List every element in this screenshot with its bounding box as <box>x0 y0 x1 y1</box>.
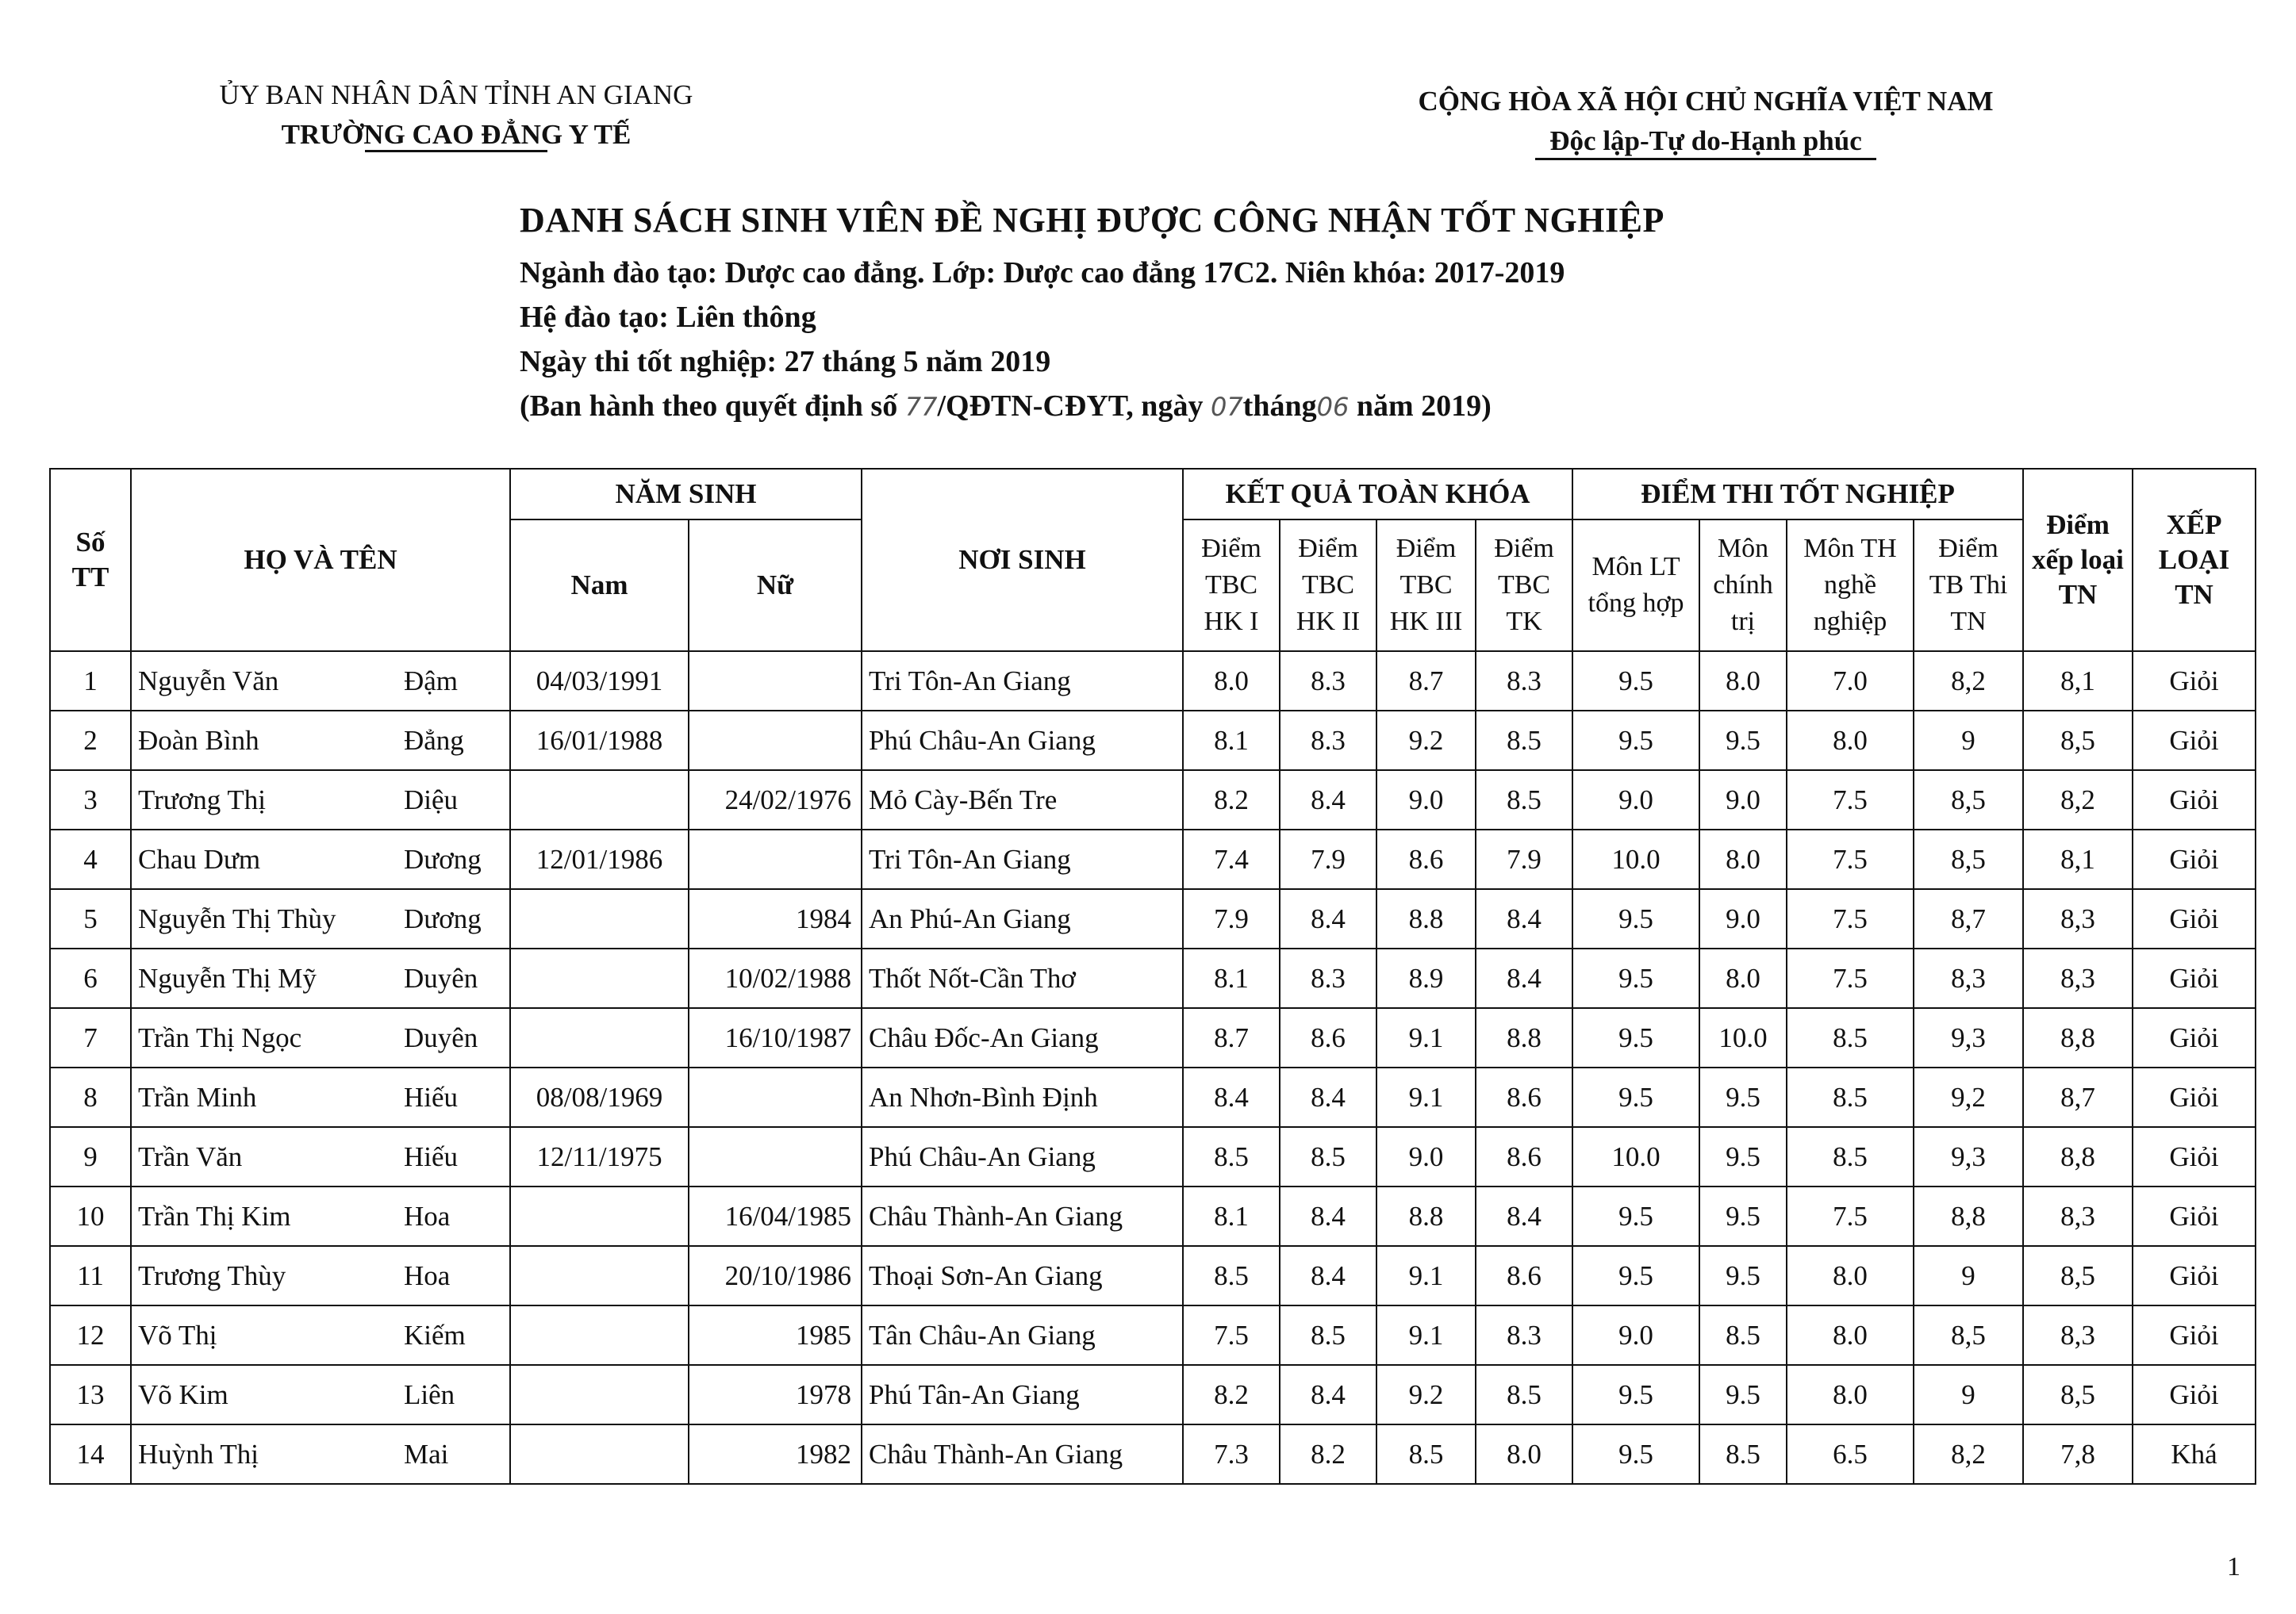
score-hk2: 8.2 <box>1280 1424 1376 1484</box>
stt: 14 <box>50 1424 131 1484</box>
score-tk: 8.6 <box>1476 1068 1572 1127</box>
student-first-name: Kiếm <box>401 1305 510 1365</box>
score-hk1: 8.1 <box>1183 1187 1280 1246</box>
birth-date-male <box>510 1424 689 1484</box>
birth-date-female: 1982 <box>689 1424 862 1484</box>
birthplace: Châu Đốc-An Giang <box>862 1008 1183 1068</box>
birthplace: Châu Thành-An Giang <box>862 1424 1183 1484</box>
birth-date-female <box>689 1068 862 1127</box>
exam-ct: 9.5 <box>1699 1127 1787 1187</box>
col-final-score: Điểm xếp loại TN <box>2023 469 2133 651</box>
exam-lt: 9.5 <box>1572 1068 1699 1127</box>
student-first-name: Mai <box>401 1424 510 1484</box>
exam-lt: 9.5 <box>1572 1008 1699 1068</box>
student-last-name: Trần Thị Ngọc <box>131 1008 401 1068</box>
score-hk2: 8.3 <box>1280 949 1376 1008</box>
exam-th: 8.5 <box>1787 1127 1914 1187</box>
stt: 11 <box>50 1246 131 1305</box>
score-tk: 8.0 <box>1476 1424 1572 1484</box>
exam-th: 7.5 <box>1787 770 1914 830</box>
exam-th: 8.5 <box>1787 1068 1914 1127</box>
table-row <box>50 1068 2256 1127</box>
final-score: 8,5 <box>2023 1365 2133 1424</box>
score-tk: 8.4 <box>1476 949 1572 1008</box>
col-tk: Điểm TBC TK <box>1476 519 1572 651</box>
exam-tb: 9 <box>1914 1365 2023 1424</box>
student-last-name: Chau Dưm <box>131 830 401 889</box>
exam-th: 6.5 <box>1787 1424 1914 1484</box>
birthplace: Tân Châu-An Giang <box>862 1305 1183 1365</box>
birth-date-male: 12/11/1975 <box>510 1127 689 1187</box>
stt: 2 <box>50 711 131 770</box>
col-stt: Số TT <box>50 469 131 651</box>
exam-tb: 9,3 <box>1914 1008 2023 1068</box>
student-last-name: Nguyễn Văn <box>131 651 401 711</box>
exam-tb: 8,2 <box>1914 651 2023 711</box>
final-score: 8,1 <box>2023 651 2133 711</box>
grade-rank: Giỏi <box>2133 889 2256 949</box>
score-hk2: 8.6 <box>1280 1008 1376 1068</box>
final-score: 8,8 <box>2023 1008 2133 1068</box>
col-female: Nữ <box>689 519 862 651</box>
decision-mid1: /QĐTN-CĐYT, ngày <box>937 389 1211 423</box>
birth-date-male <box>510 1187 689 1246</box>
exam-lt: 10.0 <box>1572 830 1699 889</box>
school-name: TRƯỜNG CAO ĐẲNG Y TẾ <box>281 119 632 150</box>
student-last-name: Trần Thị Kim <box>131 1187 401 1246</box>
birth-date-female: 16/10/1987 <box>689 1008 862 1068</box>
grade-rank: Giỏi <box>2133 770 2256 830</box>
birth-date-male: 04/03/1991 <box>510 651 689 711</box>
birthplace: Thoại Sơn-An Giang <box>862 1246 1183 1305</box>
exam-tb: 9 <box>1914 711 2023 770</box>
col-tb: Điểm TB Thi TN <box>1914 519 2023 651</box>
final-score: 8,2 <box>2023 770 2133 830</box>
birth-date-female <box>689 651 862 711</box>
student-first-name: Diệu <box>401 770 510 830</box>
score-hk3: 8.8 <box>1376 889 1476 949</box>
birth-date-female: 1978 <box>689 1365 862 1424</box>
score-hk1: 8.1 <box>1183 711 1280 770</box>
grade-rank: Giỏi <box>2133 1305 2256 1365</box>
score-hk2: 8.3 <box>1280 711 1376 770</box>
exam-lt: 9.5 <box>1572 1187 1699 1246</box>
exam-tb: 9 <box>1914 1246 2023 1305</box>
student-last-name: Trần Văn <box>131 1127 401 1187</box>
exam-ct: 9.5 <box>1699 1068 1787 1127</box>
exam-lt: 9.5 <box>1572 889 1699 949</box>
student-first-name: Hoa <box>401 1187 510 1246</box>
student-first-name: Dương <box>401 889 510 949</box>
col-male: Nam <box>510 519 689 651</box>
birth-date-male <box>510 1008 689 1068</box>
decision-suffix: năm 2019) <box>1349 389 1492 423</box>
score-hk2: 8.4 <box>1280 889 1376 949</box>
final-score: 8,3 <box>2023 949 2133 1008</box>
birthplace: Tri Tôn-An Giang <box>862 651 1183 711</box>
stt: 1 <box>50 651 131 711</box>
final-score: 8,5 <box>2023 1246 2133 1305</box>
birthplace: Châu Thành-An Giang <box>862 1187 1183 1246</box>
final-score: 8,3 <box>2023 1305 2133 1365</box>
exam-th: 8.0 <box>1787 711 1914 770</box>
page-number: 1 <box>2227 1552 2240 1581</box>
score-hk2: 7.9 <box>1280 830 1376 889</box>
province-committee: ỦY BAN NHÂN DÂN TỈNH AN GIANG <box>219 79 693 110</box>
final-score: 8,7 <box>2023 1068 2133 1127</box>
exam-ct: 10.0 <box>1699 1008 1787 1068</box>
country-name: CỘNG HÒA XÃ HỘI CHỦ NGHĨA VIỆT NAM <box>1418 86 1994 117</box>
exam-th: 7.5 <box>1787 830 1914 889</box>
score-hk2: 8.5 <box>1280 1305 1376 1365</box>
birth-date-male: 12/01/1986 <box>510 830 689 889</box>
col-birthplace: NƠI SINH <box>862 469 1183 651</box>
score-hk3: 8.7 <box>1376 651 1476 711</box>
score-hk3: 9.1 <box>1376 1246 1476 1305</box>
birth-date-female <box>689 1127 862 1187</box>
student-first-name: Liên <box>401 1365 510 1424</box>
table-row <box>50 1187 2256 1246</box>
col-rank: XẾP LOẠI TN <box>2133 469 2256 651</box>
score-hk2: 8.5 <box>1280 1127 1376 1187</box>
birth-date-male <box>510 1305 689 1365</box>
birth-date-female: 24/02/1976 <box>689 770 862 830</box>
exam-tb: 8,5 <box>1914 770 2023 830</box>
student-last-name: Trương Thùy <box>131 1246 401 1305</box>
stt: 7 <box>50 1008 131 1068</box>
table-row <box>50 1008 2256 1068</box>
birth-date-male <box>510 770 689 830</box>
exam-tb: 8,5 <box>1914 830 2023 889</box>
score-hk3: 9.1 <box>1376 1008 1476 1068</box>
exam-th: 7.5 <box>1787 949 1914 1008</box>
score-hk3: 9.2 <box>1376 1365 1476 1424</box>
col-hk2: Điểm TBC HK II <box>1280 519 1376 651</box>
score-hk1: 8.2 <box>1183 770 1280 830</box>
score-hk2: 8.3 <box>1280 651 1376 711</box>
score-hk1: 7.9 <box>1183 889 1280 949</box>
motto: Độc lập-Tự do-Hạnh phúc <box>1549 125 1862 156</box>
grade-rank: Giỏi <box>2133 1187 2256 1246</box>
stt: 9 <box>50 1127 131 1187</box>
score-hk1: 8.4 <box>1183 1068 1280 1127</box>
final-score: 7,8 <box>2023 1424 2133 1484</box>
birthplace: An Phú-An Giang <box>862 889 1183 949</box>
table-row <box>50 1305 2256 1365</box>
exam-ct: 9.5 <box>1699 1246 1787 1305</box>
exam-th: 8.5 <box>1787 1008 1914 1068</box>
col-hk3: Điểm TBC HK III <box>1376 519 1476 651</box>
table-row <box>50 1365 2256 1424</box>
score-tk: 8.5 <box>1476 1365 1572 1424</box>
student-last-name: Đoàn Bình <box>131 711 401 770</box>
score-hk1: 8.5 <box>1183 1246 1280 1305</box>
grade-rank: Khá <box>2133 1424 2256 1484</box>
score-hk3: 9.1 <box>1376 1305 1476 1365</box>
exam-lt: 9.5 <box>1572 1365 1699 1424</box>
birthplace: Thốt Nốt-Cần Thơ <box>862 949 1183 1008</box>
exam-ct: 8.5 <box>1699 1305 1787 1365</box>
score-hk1: 7.5 <box>1183 1305 1280 1365</box>
col-course-result: KẾT QUẢ TOÀN KHÓA <box>1183 469 1572 519</box>
exam-date: Ngày thi tốt nghiệp: 27 tháng 5 năm 2019 <box>520 345 1051 378</box>
student-last-name: Nguyễn Thị Thùy <box>131 889 401 949</box>
score-hk2: 8.4 <box>1280 1246 1376 1305</box>
score-hk3: 9.1 <box>1376 1068 1476 1127</box>
stt: 3 <box>50 770 131 830</box>
table-row <box>50 830 2256 889</box>
score-hk1: 8.7 <box>1183 1008 1280 1068</box>
final-score: 8,5 <box>2023 711 2133 770</box>
student-last-name: Võ Kim <box>131 1365 401 1424</box>
grade-rank: Giỏi <box>2133 830 2256 889</box>
birth-date-male <box>510 949 689 1008</box>
score-tk: 8.3 <box>1476 651 1572 711</box>
grade-rank: Giỏi <box>2133 1246 2256 1305</box>
birthplace: Mỏ Cày-Bến Tre <box>862 770 1183 830</box>
grade-rank: Giỏi <box>2133 1365 2256 1424</box>
score-hk1: 8.5 <box>1183 1127 1280 1187</box>
score-tk: 8.4 <box>1476 1187 1572 1246</box>
graduation-table <box>49 468 2256 1485</box>
document-title: DANH SÁCH SINH VIÊN ĐỀ NGHỊ ĐƯỢC CÔNG NHẬN TỐT NGHIỆP <box>520 201 1664 240</box>
exam-lt: 9.5 <box>1572 711 1699 770</box>
score-hk1: 8.2 <box>1183 1365 1280 1424</box>
score-hk1: 7.4 <box>1183 830 1280 889</box>
stt: 12 <box>50 1305 131 1365</box>
score-hk1: 8.1 <box>1183 949 1280 1008</box>
student-last-name: Nguyễn Thị Mỹ <box>131 949 401 1008</box>
birth-date-female: 16/04/1985 <box>689 1187 862 1246</box>
table-row <box>50 889 2256 949</box>
student-first-name: Đẳng <box>401 711 510 770</box>
exam-th: 7.5 <box>1787 889 1914 949</box>
student-first-name: Đậm <box>401 651 510 711</box>
exam-ct: 8.0 <box>1699 949 1787 1008</box>
stt: 10 <box>50 1187 131 1246</box>
exam-ct: 9.5 <box>1699 711 1787 770</box>
exam-th: 7.0 <box>1787 651 1914 711</box>
score-tk: 8.5 <box>1476 711 1572 770</box>
exam-tb: 8,8 <box>1914 1187 2023 1246</box>
stt: 6 <box>50 949 131 1008</box>
score-tk: 7.9 <box>1476 830 1572 889</box>
exam-tb: 8,3 <box>1914 949 2023 1008</box>
decision-line <box>520 384 1868 429</box>
col-exam: ĐIỂM THI TỐT NGHIỆP <box>1572 469 2023 519</box>
header-left <box>194 75 718 152</box>
decision-mid2: tháng <box>1242 389 1317 423</box>
student-first-name: Hiếu <box>401 1068 510 1127</box>
score-hk1: 8.0 <box>1183 651 1280 711</box>
score-tk: 8.6 <box>1476 1127 1572 1187</box>
birthplace: Phú Tân-An Giang <box>862 1365 1183 1424</box>
birthplace: Phú Châu-An Giang <box>862 711 1183 770</box>
score-hk2: 8.4 <box>1280 1187 1376 1246</box>
score-hk2: 8.4 <box>1280 1068 1376 1127</box>
score-hk3: 9.0 <box>1376 770 1476 830</box>
birth-date-male <box>510 1246 689 1305</box>
birth-date-female: 1985 <box>689 1305 862 1365</box>
score-hk2: 8.4 <box>1280 1365 1376 1424</box>
col-name: HỌ VÀ TÊN <box>131 469 510 651</box>
birthplace: Phú Châu-An Giang <box>862 1127 1183 1187</box>
table-row <box>50 1424 2256 1484</box>
birth-date-female: 20/10/1986 <box>689 1246 862 1305</box>
score-hk3: 9.0 <box>1376 1127 1476 1187</box>
birth-date-male: 08/08/1969 <box>510 1068 689 1127</box>
birthplace: Tri Tôn-An Giang <box>862 830 1183 889</box>
grade-rank: Giỏi <box>2133 1008 2256 1068</box>
exam-tb: 9,2 <box>1914 1068 2023 1127</box>
birth-date-female <box>689 711 862 770</box>
birth-date-male: 16/01/1988 <box>510 711 689 770</box>
col-birth-year: NĂM SINH <box>510 469 862 519</box>
student-last-name: Võ Thị <box>131 1305 401 1365</box>
decision-day: 07 <box>1210 392 1243 422</box>
grade-rank: Giỏi <box>2133 1068 2256 1127</box>
exam-lt: 10.0 <box>1572 1127 1699 1187</box>
table-row <box>50 770 2256 830</box>
score-tk: 8.4 <box>1476 889 1572 949</box>
final-score: 8,3 <box>2023 1187 2133 1246</box>
col-ct: Môn chính trị <box>1699 519 1787 651</box>
score-hk1: 7.3 <box>1183 1424 1280 1484</box>
score-hk2: 8.4 <box>1280 770 1376 830</box>
exam-lt: 9.5 <box>1572 1246 1699 1305</box>
student-first-name: Duyên <box>401 1008 510 1068</box>
table-row <box>50 1127 2256 1187</box>
final-score: 8,8 <box>2023 1127 2133 1187</box>
stt: 5 <box>50 889 131 949</box>
score-tk: 8.6 <box>1476 1246 1572 1305</box>
score-hk3: 9.2 <box>1376 711 1476 770</box>
grade-rank: Giỏi <box>2133 711 2256 770</box>
student-last-name: Trương Thị <box>131 770 401 830</box>
table-row <box>50 1246 2256 1305</box>
grade-rank: Giỏi <box>2133 1127 2256 1187</box>
exam-ct: 8.0 <box>1699 830 1787 889</box>
student-first-name: Hiếu <box>401 1127 510 1187</box>
student-last-name: Huỳnh Thị <box>131 1424 401 1484</box>
col-lt: Môn LT tổng hợp <box>1572 519 1699 651</box>
score-hk3: 8.9 <box>1376 949 1476 1008</box>
exam-lt: 9.5 <box>1572 1424 1699 1484</box>
student-first-name: Duyên <box>401 949 510 1008</box>
stt: 13 <box>50 1365 131 1424</box>
exam-tb: 9,3 <box>1914 1127 2023 1187</box>
birthplace: An Nhơn-Bình Định <box>862 1068 1183 1127</box>
exam-ct: 9.5 <box>1699 1187 1787 1246</box>
exam-lt: 9.0 <box>1572 770 1699 830</box>
program-info: Ngành đào tạo: Dược cao đẳng. Lớp: Dược cao đẳng 17C2. Niên khóa: 2017-2019 <box>520 256 1565 289</box>
student-first-name: Dương <box>401 830 510 889</box>
exam-lt: 9.5 <box>1572 949 1699 1008</box>
exam-ct: 9.5 <box>1699 1365 1787 1424</box>
stt: 4 <box>50 830 131 889</box>
final-score: 8,1 <box>2023 830 2133 889</box>
exam-ct: 9.0 <box>1699 770 1787 830</box>
final-score: 8,3 <box>2023 889 2133 949</box>
score-hk3: 8.6 <box>1376 830 1476 889</box>
table-row <box>50 711 2256 770</box>
table-row <box>50 949 2256 1008</box>
birth-date-male <box>510 889 689 949</box>
birth-date-female: 1984 <box>689 889 862 949</box>
col-th: Môn TH nghề nghiệp <box>1787 519 1914 651</box>
exam-lt: 9.5 <box>1572 651 1699 711</box>
grade-rank: Giỏi <box>2133 651 2256 711</box>
exam-ct: 9.0 <box>1699 889 1787 949</box>
birth-date-female <box>689 830 862 889</box>
birth-date-male <box>510 1365 689 1424</box>
score-hk3: 8.5 <box>1376 1424 1476 1484</box>
exam-tb: 8,7 <box>1914 889 2023 949</box>
exam-th: 7.5 <box>1787 1187 1914 1246</box>
exam-tb: 8,2 <box>1914 1424 2023 1484</box>
decision-number: 77 <box>904 392 938 422</box>
decision-month: 06 <box>1316 392 1350 422</box>
score-tk: 8.3 <box>1476 1305 1572 1365</box>
exam-tb: 8,5 <box>1914 1305 2023 1365</box>
score-tk: 8.8 <box>1476 1008 1572 1068</box>
exam-lt: 9.0 <box>1572 1305 1699 1365</box>
birth-date-female: 10/02/1988 <box>689 949 862 1008</box>
exam-th: 8.0 <box>1787 1246 1914 1305</box>
title-block <box>520 190 1868 429</box>
score-tk: 8.5 <box>1476 770 1572 830</box>
decision-prefix: (Ban hành theo quyết định số <box>520 389 905 423</box>
score-hk3: 8.8 <box>1376 1187 1476 1246</box>
exam-ct: 8.5 <box>1699 1424 1787 1484</box>
table-row <box>50 651 2256 711</box>
training-type: Hệ đào tạo: Liên thông <box>520 301 816 334</box>
col-hk1: Điểm TBC HK I <box>1183 519 1280 651</box>
exam-ct: 8.0 <box>1699 651 1787 711</box>
header-right <box>1380 82 2031 160</box>
grade-rank: Giỏi <box>2133 949 2256 1008</box>
student-last-name: Trần Minh <box>131 1068 401 1127</box>
exam-th: 8.0 <box>1787 1305 1914 1365</box>
stt: 8 <box>50 1068 131 1127</box>
student-first-name: Hoa <box>401 1246 510 1305</box>
exam-th: 8.0 <box>1787 1365 1914 1424</box>
